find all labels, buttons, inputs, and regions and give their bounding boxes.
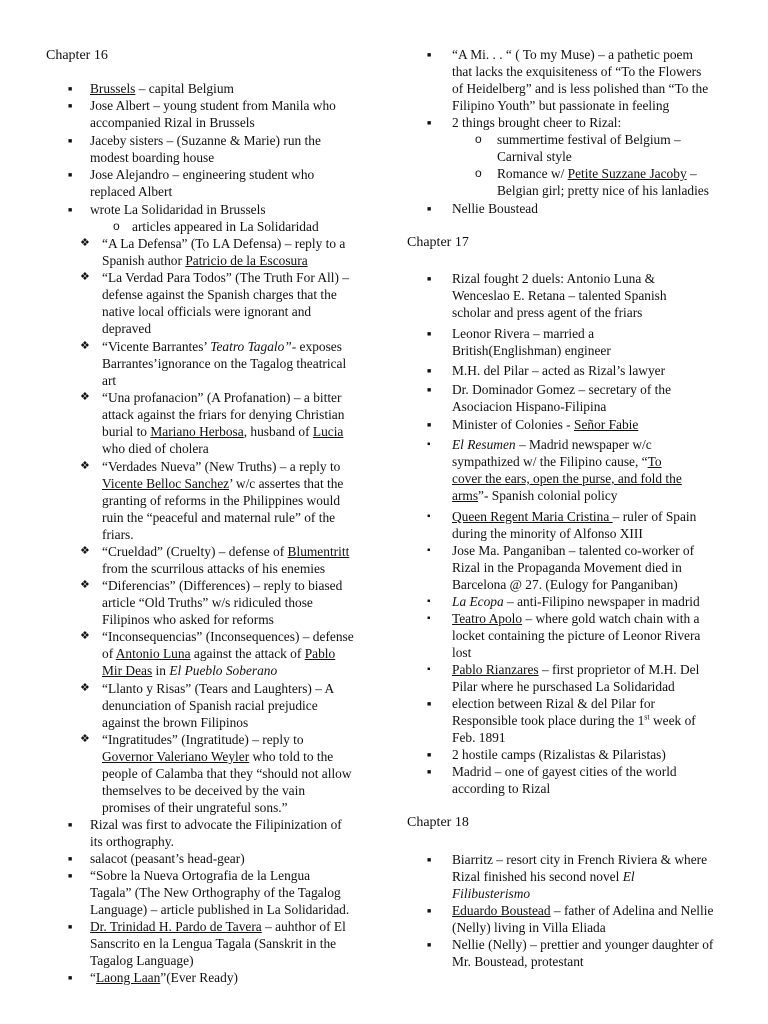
circle-bullet-icon	[475, 131, 482, 149]
list-item-cont: Tagala” (The New Orthography of the Tagalog	[90, 885, 341, 900]
article-item-cont: Governor Valeriano Weyler who told to the	[102, 749, 334, 764]
list-item: election between Rizal & del Pilar for	[452, 696, 656, 711]
list-item-cont: of Heidelberg” and is less polished than “To the	[452, 81, 709, 96]
list-item: Nellie Boustead	[452, 201, 538, 216]
square-bullet-icon	[427, 542, 431, 559]
list-item: Brussels – capital Belgium	[90, 81, 234, 96]
list-item: Rizal fought 2 duels: Antonio Luna &	[452, 271, 656, 286]
list-item: “A Mi. . . “ ( To my Muse) – a pathetic poem	[452, 47, 693, 62]
diamond-bullet-icon	[80, 680, 90, 697]
list-item: “Sobre la Nueva Ortografia de la Lengua	[90, 868, 311, 883]
square-bullet-icon	[427, 508, 431, 525]
list-item-cont: cover the ears, open the purse, and fold the	[452, 471, 682, 486]
square-bullet-icon	[68, 97, 72, 115]
list-item-cont: Filipino Youth” but passionate in feeling	[452, 98, 670, 113]
square-bullet-icon	[427, 661, 431, 678]
square-bullet-icon	[68, 867, 72, 885]
diamond-bullet-icon	[80, 731, 90, 748]
list-item-cont: Asociacion Hispano-Filipina	[452, 399, 607, 414]
article-item: “Una profanacion” (A Profanation) – a bitter	[102, 390, 342, 405]
article-item-cont: granting of reforms in the Philippines would	[102, 493, 341, 508]
sub-item-cont: Belgian girl; pretty nice of his lanladies	[497, 183, 709, 198]
list-item: Rizal was first to advocate the Filipinization of	[90, 817, 342, 832]
article-item: “Diferencias” (Differences) – reply to biased	[102, 578, 343, 593]
square-bullet-icon	[68, 166, 72, 184]
list-item-cont: Barcelona @ 27. (Eulogy for Panganiban)	[452, 577, 678, 592]
article-item: “Crueldad” (Cruelty) – defense of Blumentritt	[102, 544, 350, 559]
article-item: “Verdades Nueva” (New Truths) – a reply to	[102, 459, 341, 474]
list-item: El Resumen – Madrid newspaper w/c	[452, 437, 652, 452]
article-item-cont: depraved	[102, 321, 152, 336]
list-item-cont: lost	[452, 645, 472, 660]
list-item-cont: locket containing the picture of Leonor Rivera	[452, 628, 701, 643]
square-bullet-icon	[427, 270, 431, 288]
list-item: Nellie (Nelly) – prettier and younger daughter of	[452, 937, 714, 952]
circle-bullet-icon	[113, 218, 120, 236]
list-item: La Ecopa – anti-Filipino newspaper in madrid	[452, 594, 700, 609]
list-item: M.H. del Pilar – acted as Rizal’s lawyer	[452, 363, 666, 378]
square-bullet-icon	[427, 936, 431, 954]
list-item-cont: its orthography.	[90, 834, 174, 849]
article-item-cont: burial to Mariano Herbosa, husband of Lucia	[102, 424, 344, 439]
square-bullet-icon	[68, 918, 72, 936]
list-item: Biarritz – resort city in French Riviera & where	[452, 852, 708, 867]
list-item-cont: Mr. Boustead, protestant	[452, 954, 584, 969]
list-item: 2 things brought cheer to Rizal:	[452, 115, 622, 130]
diamond-bullet-icon	[80, 458, 90, 475]
article-item: “La Verdad Para Todos” (The Truth For All) –	[102, 270, 350, 285]
article-item: “Ingratitudes” (Ingratitude) – reply to	[102, 732, 304, 747]
article-item: “Llanto y Risas” (Tears and Laughters) – A	[102, 681, 335, 696]
list-item-cont: Tagalog Language)	[90, 953, 194, 968]
list-item-cont: British(Englishman) engineer	[452, 343, 611, 358]
diamond-bullet-icon	[80, 543, 90, 560]
list-item: Leonor Rivera – married a	[452, 326, 595, 341]
article-item: “A La Defensa” (To LA Defensa) – reply to a	[102, 236, 346, 251]
article-item-cont: people of Calamba that they “should not allow	[102, 766, 352, 781]
list-item-cont: arms”- Spanish colonial policy	[452, 488, 618, 503]
list-item: Dr. Dominador Gomez – secretary of the	[452, 382, 672, 397]
article-item-cont: Barrantes’ignorance on the Tagalog theatrical	[102, 356, 347, 371]
article-item-cont: Mir Deas in El Pueblo Soberano	[102, 663, 278, 678]
list-item-cont: (Nelly) living in Villa Eliada	[452, 920, 606, 935]
list-item-cont: Filibusterismo	[452, 886, 531, 901]
square-bullet-icon	[427, 46, 431, 64]
list-item: Jaceby sisters – (Suzanne & Marie) run the	[90, 133, 321, 148]
list-item: Queen Regent Maria Cristina – ruler of Spain	[452, 509, 697, 524]
diamond-bullet-icon	[80, 628, 90, 645]
article-item-cont: against the brown Filipinos	[102, 715, 249, 730]
article-item-cont: who died of cholera	[102, 441, 209, 456]
square-bullet-icon	[427, 902, 431, 920]
chapter-17-heading: Chapter 17	[407, 235, 469, 250]
list-item: 2 hostile camps (Rizalistas & Pilaristas)	[452, 747, 666, 762]
square-bullet-icon	[427, 325, 431, 343]
article-item-cont: ruin the “peaceful and maternal rule” of the	[102, 510, 336, 525]
chapter-18-heading: Chapter 18	[407, 815, 469, 830]
article-item-cont: art	[102, 373, 117, 388]
square-bullet-icon	[427, 593, 431, 610]
square-bullet-icon	[68, 816, 72, 834]
square-bullet-icon	[427, 381, 431, 399]
list-item: “Laong Laan”(Ever Ready)	[90, 970, 238, 985]
list-item-cont: Rizal in the Propaganda Movement died in	[452, 560, 682, 575]
square-bullet-icon	[427, 851, 431, 869]
article-item-cont: attack against the friars for denying Christian	[102, 407, 345, 422]
list-item: Pablo Rianzares – first proprietor of M.H. Del	[452, 662, 700, 677]
square-bullet-icon	[427, 746, 431, 764]
article-item-cont: from the scurrilous attacks of his enemies	[102, 561, 326, 576]
article-item-cont: of Antonio Luna against the attack of Pablo	[102, 646, 336, 661]
list-item-cont: that lacks the exquisiteness of “To the Flowers	[452, 64, 702, 79]
diamond-bullet-icon	[80, 269, 90, 286]
list-item-cont: Language) – article published in La Solidaridad.	[90, 902, 350, 917]
square-bullet-icon	[427, 200, 431, 218]
sub-item: Romance w/ Petite Suzzane Jacoby –	[497, 166, 697, 181]
article-item-cont: themselves to be deceived by the vain	[102, 783, 306, 798]
list-item-cont: modest boarding house	[90, 150, 215, 165]
square-bullet-icon	[427, 416, 431, 434]
sub-item: summertime festival of Belgium –	[497, 132, 681, 147]
list-item-cont: Wenceslao E. Retana – talented Spanish	[452, 288, 667, 303]
list-item-cont: accompanied Rizal in Brussels	[90, 115, 255, 130]
square-bullet-icon	[68, 969, 72, 987]
square-bullet-icon	[427, 695, 431, 713]
diamond-bullet-icon	[80, 235, 90, 252]
list-item-cont: Feb. 1891	[452, 730, 506, 745]
list-item: Teatro Apolo – where gold watch chain with a	[452, 611, 700, 626]
list-item: Jose Alejandro – engineering student who	[90, 167, 315, 182]
square-bullet-icon	[68, 201, 72, 219]
article-item: “Inconsequencias” (Inconsequences) – defense	[102, 629, 354, 644]
article-item-cont: native local officials were ignorant and	[102, 304, 312, 319]
article-item-cont: Spanish author Patricio de la Escosura	[102, 253, 308, 268]
diamond-bullet-icon	[80, 577, 90, 594]
list-item-cont: Responsible took place during the 1st week of	[452, 712, 696, 728]
square-bullet-icon	[68, 80, 72, 98]
article-item-cont: defense against the Spanish charges that the	[102, 287, 337, 302]
list-item-cont: Sanscrito en la Lengua Tagala (Sanskrit in the	[90, 936, 337, 951]
list-item-cont: replaced Albert	[90, 184, 173, 199]
list-item-cont: scholar and press agent of the friars	[452, 305, 643, 320]
chapter-16-heading: Chapter 16	[46, 48, 108, 63]
square-bullet-icon	[427, 362, 431, 380]
article-item-cont: article “Old Truths” w/s ridiculed those	[102, 595, 313, 610]
square-bullet-icon	[68, 850, 72, 868]
list-item-cont: according to Rizal	[452, 781, 551, 796]
article-item-cont: promises of their ungrateful sons.”	[102, 800, 288, 815]
square-bullet-icon	[427, 763, 431, 781]
list-item-cont: Pilar where he purschased La Solidaridad	[452, 679, 675, 694]
list-item: Jose Albert – young student from Manila who	[90, 98, 336, 113]
square-bullet-icon	[427, 610, 431, 627]
list-item: Madrid – one of gayest cities of the world	[452, 764, 677, 779]
square-bullet-icon	[427, 114, 431, 132]
article-item-cont: Filipinos who asked for reforms	[102, 612, 274, 627]
square-bullet-icon	[68, 132, 72, 150]
article-item-cont: friars.	[102, 527, 134, 542]
article-item-cont: denunciation of Spanish racial prejudice	[102, 698, 318, 713]
diamond-bullet-icon	[80, 389, 90, 406]
list-item-cont: during the minority of Alfonso XIII	[452, 526, 643, 541]
article-item: “Vicente Barrantes’ Teatro Tagalo”- exposes	[102, 339, 342, 354]
article-item-cont: Vicente Belloc Sanchez’ w/c assertes that the	[102, 476, 344, 491]
list-item: Jose Ma. Panganiban – talented co-worker of	[452, 543, 695, 558]
list-item: wrote La Solidaridad in Brussels	[90, 202, 266, 217]
square-bullet-icon	[427, 436, 431, 453]
circle-bullet-icon	[475, 165, 482, 183]
diamond-bullet-icon	[80, 338, 90, 355]
list-item: salacot (peasant’s head-gear)	[90, 851, 245, 866]
list-item: Dr. Trinidad H. Pardo de Tavera – auhthor of El	[90, 919, 346, 934]
sub-item-cont: Carnival style	[497, 149, 572, 164]
list-item: Eduardo Boustead – father of Adelina and Nellie	[452, 903, 714, 918]
sub-item: articles appeared in La Solidaridad	[132, 219, 319, 234]
list-item-cont: Rizal finished his second novel El	[452, 869, 635, 884]
list-item: Minister of Colonies - Señor Fabie	[452, 417, 639, 432]
list-item-cont: sympathized w/ the Filipino cause, “To	[452, 454, 662, 469]
